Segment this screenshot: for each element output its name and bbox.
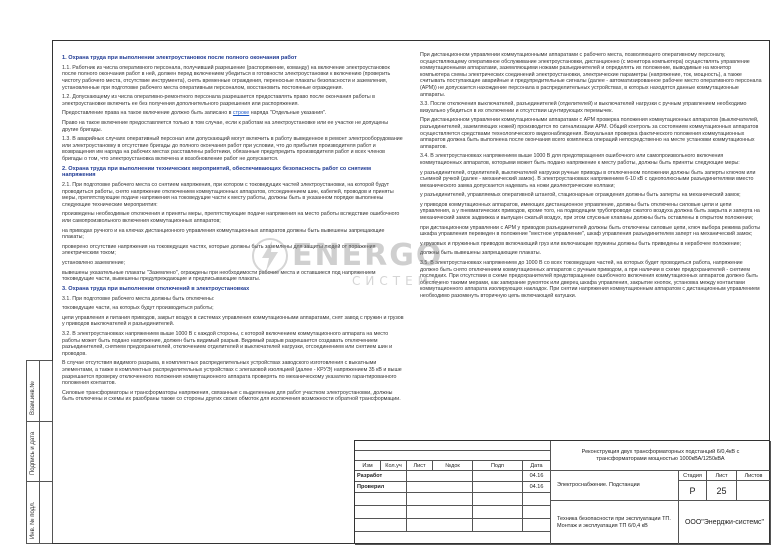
paragraph: Силовые трансформаторы и трансформаторы напряжения, связанные с выделенным для работ участком электроустановки, должны быть отключены и схемы их разобраны также со стороны других своих обмоток для исключения возможности обратной трансформации. (62, 389, 401, 403)
paragraph: 1.2. Допускающему из числа оперативно-ремонтного персонала разрешается предоставлять право после окончания работы в электроустановке включить ее без получения дополнительного разрешения или распоряжения. (62, 94, 375, 107)
paragraph: 2.1. При подготовке рабочего места со снятием напряжения, при котором с токоведущих частей электроустановки, на которой будут проводиться работы, снято напряжение отключением коммутационных аппаратов, отсоединением шин, кабелей, проводов и приняты меры, препятствующие подаче напряжения на токоведущие части к месту работы, должны быть в указанном порядке выполнены следующие технические мероприятия: (62, 182, 394, 208)
paragraph: 3.5. В электроустановках напряжением до 1000 В со всех токоведущих частей, на которых будет проводиться работа, напряжение должно быть снято отключением коммутационных аппаратов с ручным приводом, а при наличии в схеме предохранителей - снятием последних. При отсутствии в схеме предохранителей предотвращение ошибочного включения коммутационных аппаратов должно быть обеспечено такими мерами, как запирание рукояток или дверец шкафа управления, закрытие кнопок, установка между контактами коммутационного аппарата изолирующих накладок. При снятии напряжения коммутационным аппаратом с дистанционным управлением необходимо разомкнуть вторичную цепь включающей катушки. (420, 260, 760, 299)
paragraph: вывешены указательные плакаты "Заземлено", ограждены при необходимости рабочие места и оставшиеся под напряжением токоведущие части, вывешены предупреждающие и предписывающие плакаты. (62, 269, 376, 283)
header-podp: Подп (473, 461, 523, 471)
paragraph: при дистанционном управлении с АРМ у приводов разъединителей должны быть отключены силовые цепи, ключ выбора режима работы шкафа управления переведен в положение "местное управление", шкаф управления разъединителем заперт на механический замок; (420, 224, 761, 238)
paragraph: При дистанционном управлении коммутационными аппаратами с АРМ проверка положения коммутационных аппаратов (выключателей, разъединителей, заземляющих ножей) производится по сигнализации АРМ. Общий контроль за состоянием коммутационных аппаратов осуществляется средствами технологического видеонаблюдения. Визуальная проверка фактического положения коммутационных аппаратов должна быть выполнена после окончания всего комплекса операций непосредственно на месте установки коммутационных аппаратов. (420, 117, 759, 150)
section-title: Электроснабжение. Подстанции (551, 471, 679, 501)
sheet-number: 25 (707, 481, 737, 501)
paragraph: В случае отсутствия видимого разрыва, в комплектных распределительных устройствах заводского изготовления с выкатными элементами, а также в комплектных распределительных устройствах с элегазовой изоляцией (далее - КРУЭ) напряжением 35 кВ и выше разрешается проверку отключенного положения коммутационного аппарата проверять по механическому указателю гарантированного положения контактов. (62, 360, 402, 387)
paragraph: должны быть вывешены запрещающие плакаты. (420, 250, 541, 257)
paragraph: произведены необходимые отключения и приняты меры, препятствующие подаче напряжения на место работы вследствие ошибочного или самопроизвольного включения коммутационных аппаратов; (62, 211, 400, 225)
watermark-brand: ENERGO (292, 238, 444, 273)
side-label-inv-orig: Инв. № подл. (30, 501, 36, 539)
paragraph: 1.1. Работник из числа оперативного персонала, получивший разрешение (распоряжение, команду) на включение электроустановок после полного окончания работ в ней, должен перед включением убедиться в готовности электроустановки к включению (проверить чистоту рабочего места, отсутствие инструмента), снять временные ограждения, переносные плакаты безопасности и заземления, установленные при подготовке рабочего места оперативным персоналом, восстановить постоянные ограждения. (62, 64, 391, 91)
watermark-sub: СИСТЕМС (352, 274, 447, 288)
date-razrab: 04.16 (523, 471, 551, 482)
paragraph: Предоставление права на такое включение должно быть записано в строке наряда "Отдельные указания". (62, 110, 327, 117)
header-data: Дата (523, 461, 551, 471)
inline-link-stroke[interactable]: строке (232, 110, 250, 117)
paragraph: При дистанционном управлении коммутационными аппаратами с рабочего места, позволяющего оперативному персоналу, осуществляющему оперативное обслуживание электроустановки, дистанционно (с монитора компьютера) осуществлять управление коммутационными аппаратами, заземляющими ножами разъединителей и определять их положение, выводимые на монитор компьютера схемы электрических соединений электроустановки, электрические параметры (напряжение, ток, мощность), а также считывать поступающие аварийные и предупредительные сигналы (далее - автоматизированное рабочее место оперативного персонала (АРМ)) не допускается нахождение персонала в распределительных устройствах, в которых находятся данные коммутационные аппараты. (420, 52, 762, 98)
heading-section-1: 1. Охрана труда при выполнении электроустановок после полного окончания работ (62, 55, 297, 61)
side-stamp-strip (26, 360, 52, 544)
document-title: Техника безопасности при эксплуатации ТП. Монтаж и эксплуатация ТП 6/0,4 кВ (551, 501, 679, 545)
heading-section-2: 2. Охрана труда при выполнении технических мероприятий, обеспечивающих безопасность работ со снятием напряжения (62, 165, 372, 179)
header-sheet: Лист (707, 471, 737, 481)
paragraph: установлено заземление; (62, 260, 126, 267)
title-block (354, 440, 770, 544)
heading-section-3: 3. Охрана труда при выполнении отключений в электроустановках (62, 285, 250, 292)
project-title: Реконструкция двух трансформаторных подстанций 6/0,4кВ с трансформаторами мощностью 1000кВА/1250кВА (551, 441, 771, 471)
header-izm: Изм (355, 461, 381, 471)
paragraph: у разъединителей, отделителей, выключателей нагрузки ручные приводы в отключенном положении должны быть заперты ключом или съемной ручкой (далее - механический замок). В электроустановках напряжением 6-10 кВ с однополюсными разъединителями вместо механического замка допускается надевать на ножи диэлектрические колпаки; (420, 169, 756, 189)
paragraph: у разъединителей, управляемых оперативной штангой, стационарные ограждения должны быть заперты на механический замок; (420, 192, 741, 199)
header-ndok: №док (433, 461, 473, 471)
role-proveril: Проверил (355, 482, 407, 493)
paragraph: 1.3. В аварийных случаях оперативный персонал или допускающий могут включить в работу выведенное в ремонт электрооборудование или электроустановку в отсутствие бригады до полного окончания работ при условии, что до прибытия производителя работ и возвращения им наряда на рабочих местах расставлены работники, обязанные предупредить производителя работ и всех членов бригады о том, что электроустановка включена и возобновление работ не допускается. (62, 136, 403, 162)
paragraph: 3.1. При подготовке рабочего места должны быть отключены: (62, 295, 215, 302)
right-text-column (420, 52, 762, 303)
header-stadia: Стадия (679, 471, 707, 481)
paragraph: у грузовых и пружинных приводов включающий груз или включающие пружины должны быть приведены в нерабочее положение; (420, 240, 742, 247)
left-text-column (62, 52, 404, 406)
sheets-total (737, 481, 771, 501)
paragraph: 3.4. В электроустановках напряжением выше 1000 В для предотвращения ошибочного или самопроизвольного включения коммутационных аппаратов, которыми может быть подано напряжение к месту работы, должны быть приняты следующие меры: (420, 153, 740, 166)
paragraph: проверено отсутствие напряжения на токоведущих частях, которые должны быть заземлены для защиты людей от поражения электрическим током; (62, 243, 376, 257)
side-label-signature-date: Подпись и дата (30, 431, 36, 475)
header-list: Лист (407, 461, 433, 471)
paragraph: Право на такое включение предоставляется только в том случае, если к работам на электроустановке или ее участке не допущены другие бригады. (62, 119, 389, 133)
paragraph: токоведущие части, на которых будут производиться работы; (62, 305, 214, 312)
date-proveril: 04.16 (523, 482, 551, 493)
paragraph: 3.2. В электроустановках напряжением выше 1000 В с каждой стороны, с которой включением коммутационного аппарата на место работы может быть подано напряжение, должен быть видимый разрыв. Видимый разрыв разрешается создавать отключением разъединителей, снятием предохранителей, отключением отделителей и выключателей нагрузки, отсоединением или снятием шин и проводов. (62, 331, 393, 357)
company-name: ООО"Энерджи-системс" (679, 501, 771, 545)
paragraph: у приводов коммутационных аппаратов, имеющих дистанционное управление, должны быть отключены силовые цепи и цепи управления, а у пневматических приводов, кроме того, на подводящем трубопроводе сжатого воздуха должна быть закрыта и заперта на механический замок задвижка и выпущен сжатый воздух, при этом спускные клапаны должны быть оставлены в открытом положении; (420, 201, 760, 222)
header-kol: Кол.уч (381, 461, 407, 471)
side-label-replace-inv: Взам.инв.№ (30, 381, 36, 415)
paragraph: на приводах ручного и на ключах дистанционного управления коммутационных аппаратов должны быть вывешены запрещающие плакаты; (62, 227, 385, 241)
stadia-value: Р (679, 481, 707, 501)
header-sheets: Листов (737, 471, 771, 481)
paragraph: цепи управления и питания приводов, закрыт воздух в системах управления коммутационными аппаратами, снят завод с пружин и грузов у приводов выключателей и разъединителей. (62, 314, 404, 328)
role-razrab: Разработ (355, 471, 407, 482)
paragraph: 3.3. После отключения выключателей, разъединителей (отделителей) и выключателей нагрузки с ручным управлением необходимо визуально убедиться в их отключении и отсутствии шунтирующих перемычек. (420, 101, 747, 114)
